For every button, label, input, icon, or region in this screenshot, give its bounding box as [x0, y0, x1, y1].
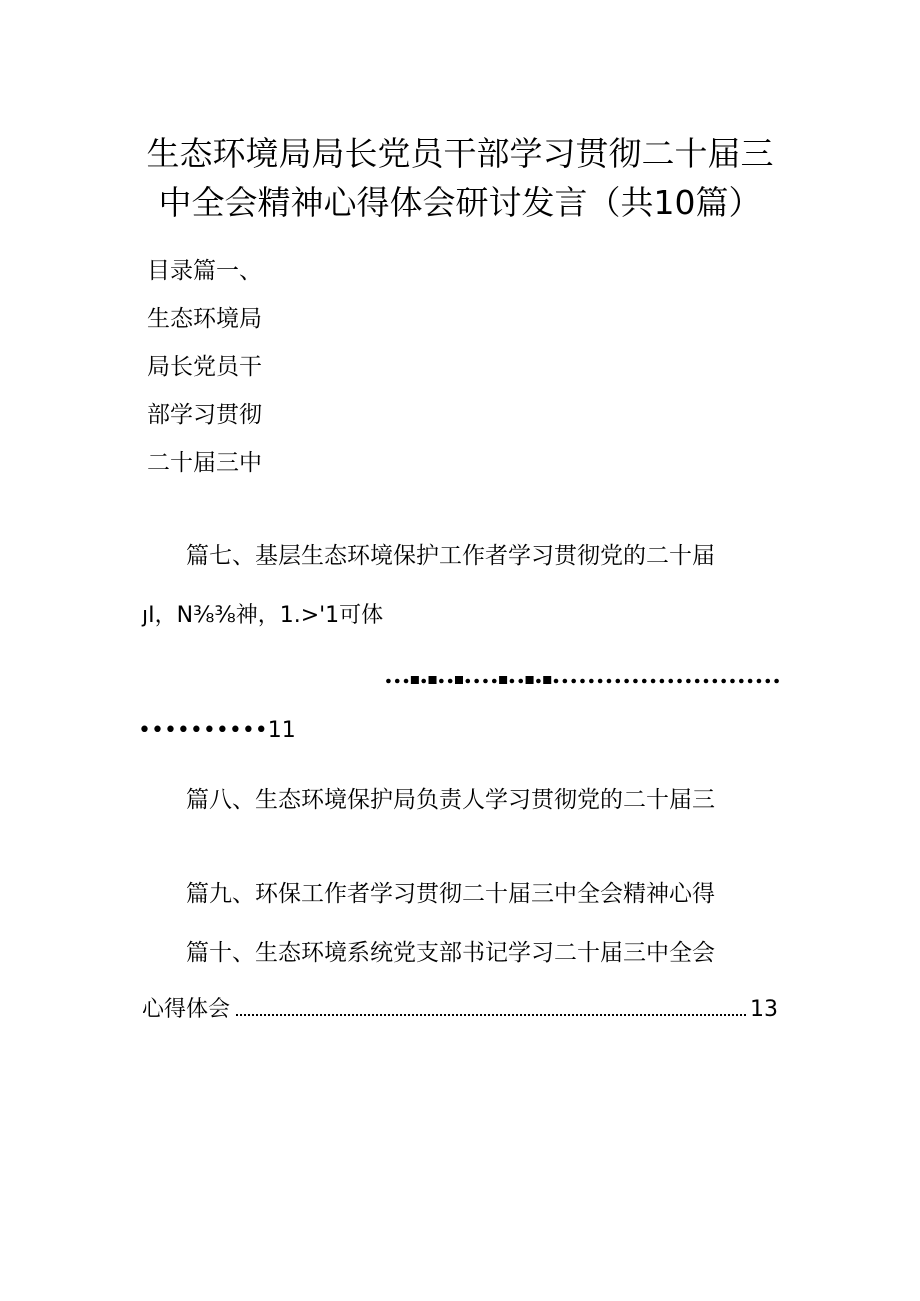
- toc-entry-8-title: 篇八、生态环境保护局负责人学习贯彻党的二十届三: [186, 787, 715, 813]
- leader-square: [455, 676, 463, 684]
- toc-entry-10-title: 篇十、生态环境系统党支部书记学习二十届三中全会: [186, 940, 715, 966]
- leader-square: [526, 676, 534, 684]
- leader-dot: [580, 679, 585, 684]
- document-title-line-2: 中全会精神心得体会研讨发言（共10篇）: [158, 183, 762, 222]
- leader-dot: [757, 679, 762, 684]
- leader-dot: [713, 679, 718, 684]
- leader-dot: [386, 679, 391, 684]
- leader-dot: [686, 679, 691, 684]
- leader-dot: [536, 679, 541, 684]
- leader-square: [543, 676, 551, 684]
- leader-dot: [739, 679, 744, 684]
- leader-dot: [615, 679, 620, 684]
- toc-line-2: 生态环境局: [147, 306, 262, 332]
- toc-entry-7-dot-leader: [384, 673, 781, 687]
- toc-entry-10-page: 13: [750, 997, 778, 1022]
- leader-dot: [677, 679, 682, 684]
- leader-dot: [607, 679, 612, 684]
- leader-dot: [571, 679, 576, 684]
- leader-dot: [483, 679, 488, 684]
- toc-entry-7-garbled-text: ȷI，N⅜⅜神，1.>'1可体: [142, 603, 384, 628]
- leader-dot: [668, 679, 673, 684]
- dot-leader: [236, 1013, 746, 1016]
- leader-dot: [651, 679, 656, 684]
- document-title-line-1: 生态环境局局长党员干部学习贯彻二十届三: [146, 134, 774, 173]
- leader-dot: [404, 679, 409, 684]
- leader-dot: [439, 679, 444, 684]
- toc-line-3: 局长党员干: [147, 354, 262, 380]
- leader-dot: [563, 679, 568, 684]
- leader-dot: [633, 679, 638, 684]
- leader-dot: [624, 679, 629, 684]
- leader-dot: [704, 679, 709, 684]
- leader-dot: [518, 679, 523, 684]
- toc-entry-7-title: 篇七、基层生态环境保护工作者学习贯彻党的二十届: [186, 543, 715, 569]
- leader-dot: [554, 679, 559, 684]
- leader-dot: [466, 679, 471, 684]
- leader-square: [411, 676, 419, 684]
- leader-dot: [589, 679, 594, 684]
- leader-dot: [492, 679, 497, 684]
- leader-dot: [448, 679, 453, 684]
- leader-dot: [395, 679, 400, 684]
- leader-dot: [721, 679, 726, 684]
- leader-square: [429, 676, 437, 684]
- leader-dot: [695, 679, 700, 684]
- leader-dot: [598, 679, 603, 684]
- leader-dot: [765, 679, 770, 684]
- leader-dot: [474, 679, 479, 684]
- leader-dot: [421, 679, 426, 684]
- leader-dot: [510, 679, 515, 684]
- toc-entry-7-page: ••••••••••11: [138, 718, 296, 743]
- toc-entry-10-continuation: 心得体会: [142, 997, 231, 1022]
- leader-dot: [660, 679, 665, 684]
- toc-line-5: 二十届三中: [147, 450, 262, 476]
- leader-dot: [730, 679, 735, 684]
- toc-entry-9-title: 篇九、环保工作者学习贯彻二十届三中全会精神心得: [186, 881, 715, 907]
- leader-square: [499, 676, 507, 684]
- leader-dot: [642, 679, 647, 684]
- toc-line-4: 部学习贯彻: [147, 402, 262, 428]
- toc-line-1: 目录篇一、: [147, 258, 262, 284]
- leader-dot: [748, 679, 753, 684]
- leader-dot: [774, 679, 779, 684]
- toc-entry-10-continuation-row: [142, 996, 778, 1026]
